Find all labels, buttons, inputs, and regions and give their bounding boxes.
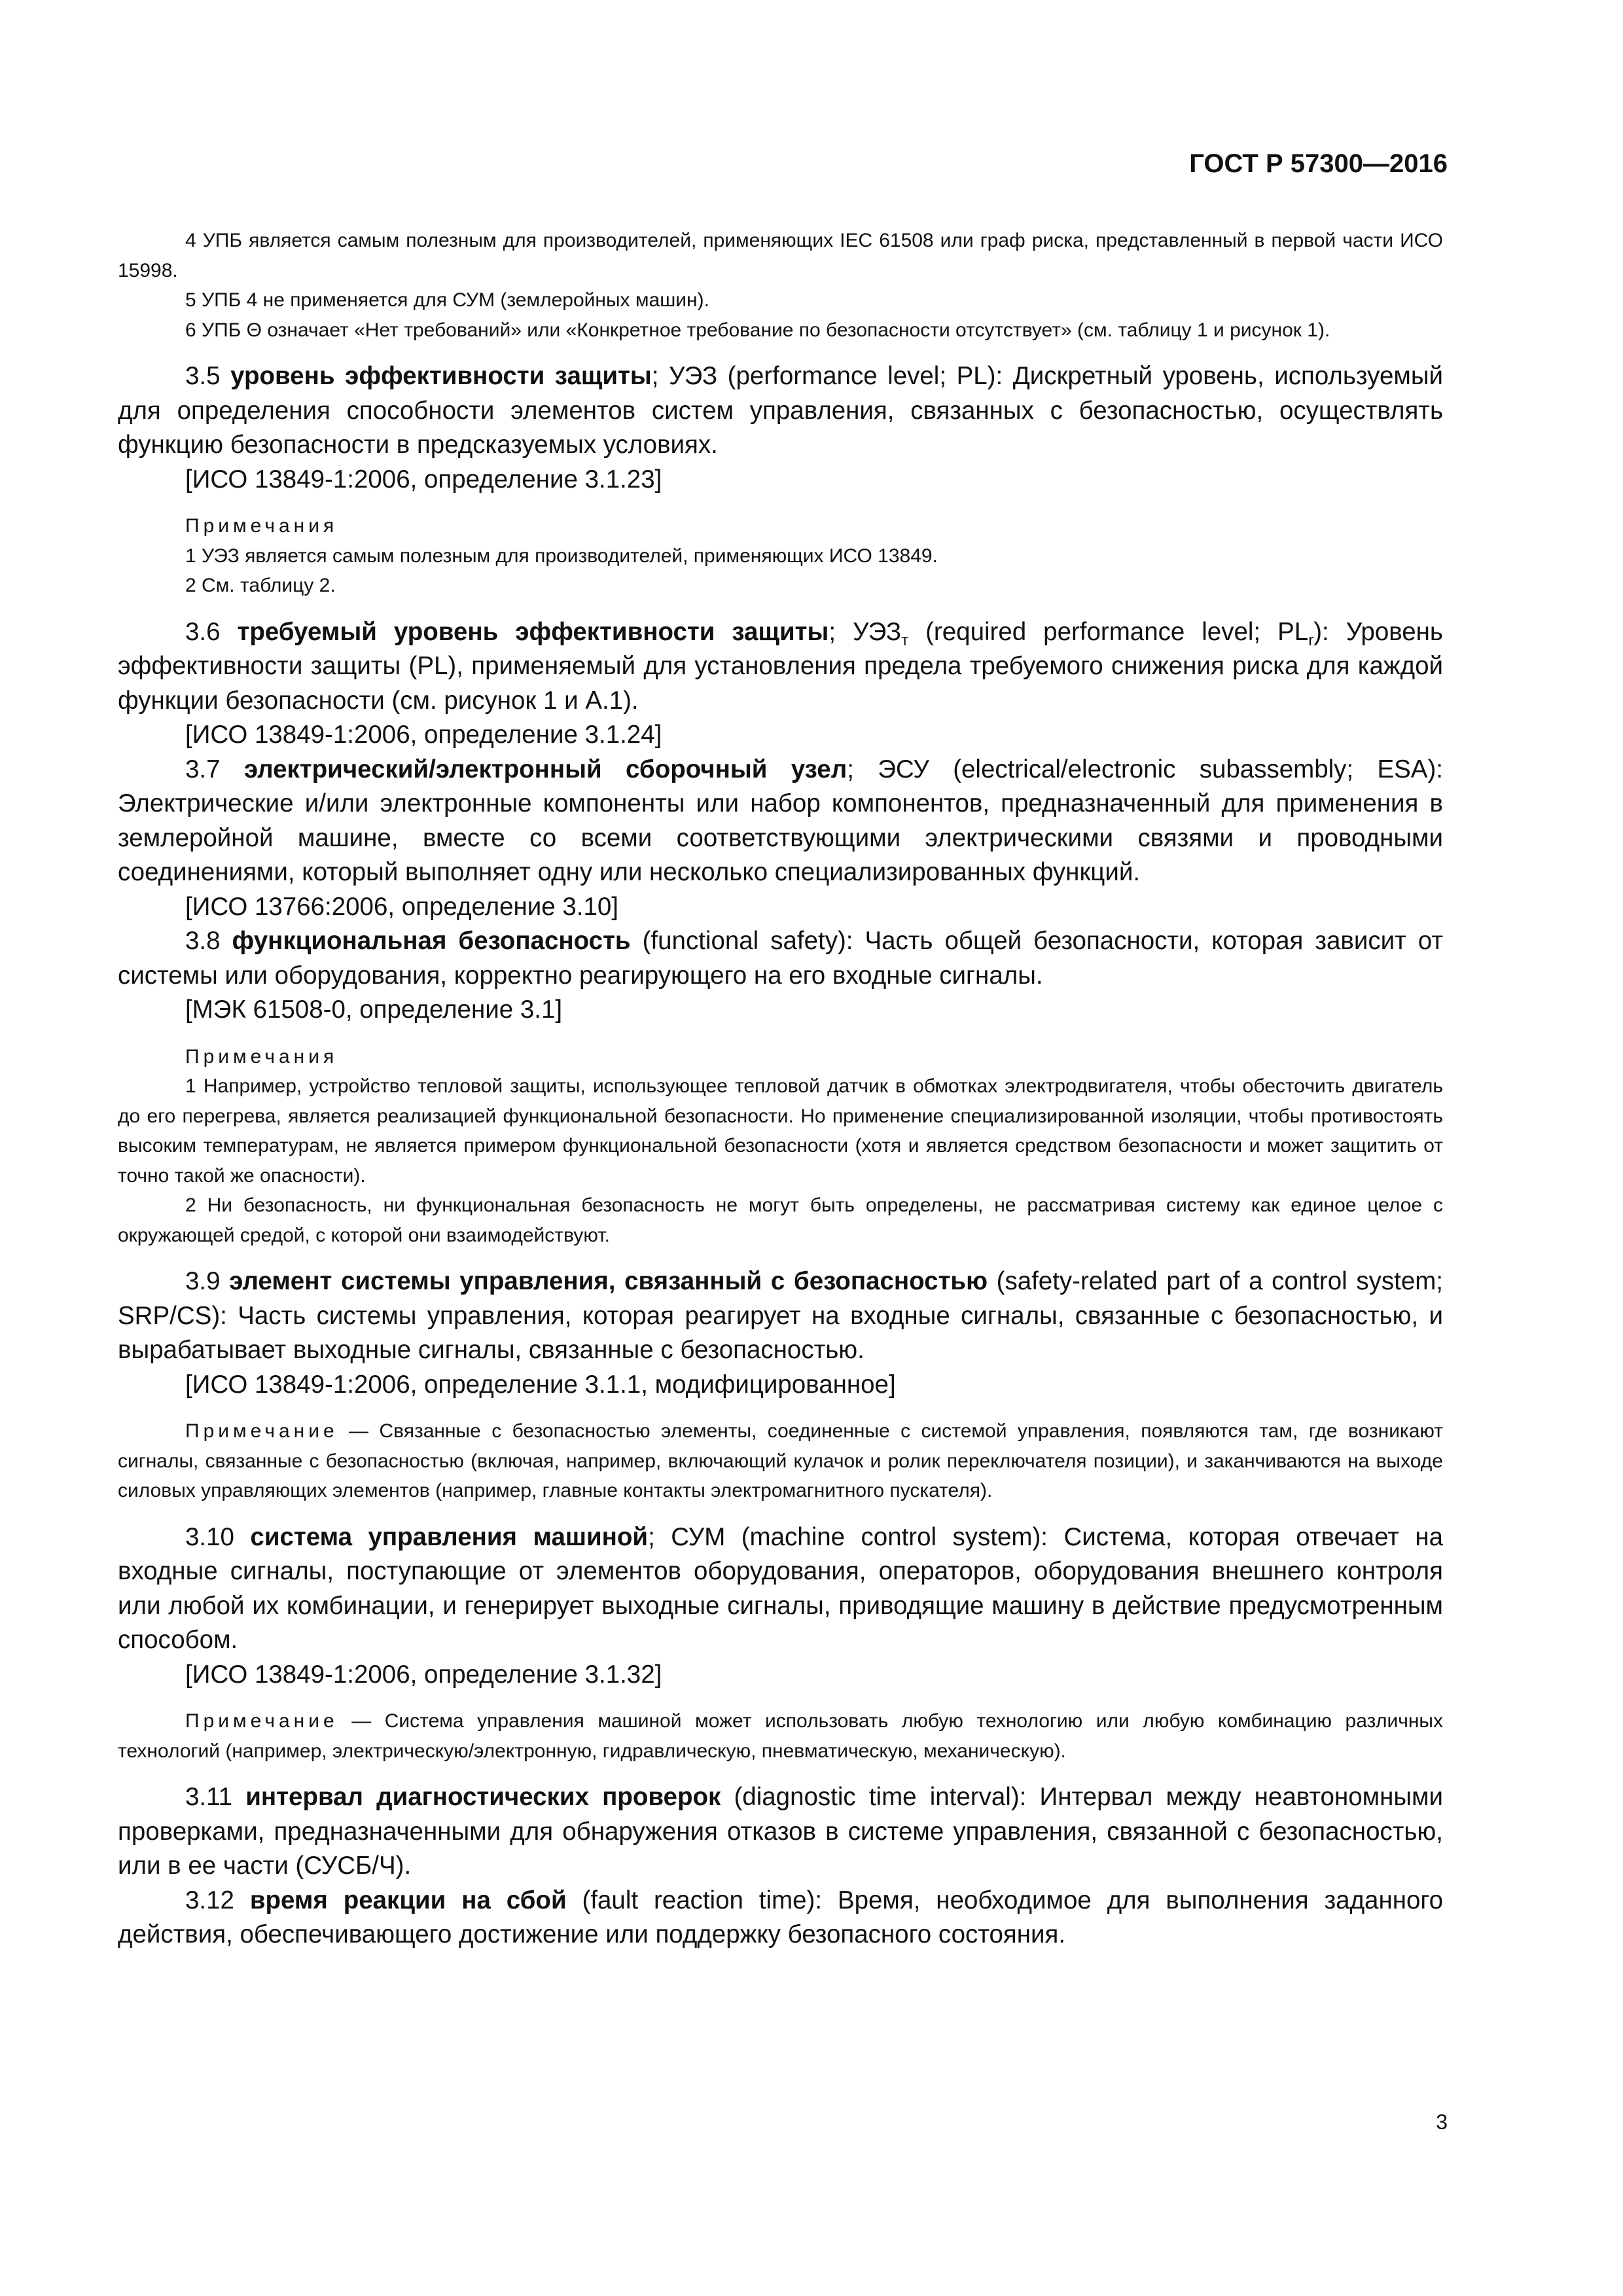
definition-3-6: [118, 615, 1443, 719]
note-text: — Связанные с безопасностью элементы, соединенные с системой управления, появляются там, где возникают сигналы, связанные с безопасностью (включая, например, включающий кулачок и ролик переключателя позиции), и заканчиваются на выходе силовых управляющих элементов (например, главные контакты электромагнитного пускателя).: [118, 1420, 1443, 1501]
page-content: [118, 226, 1443, 1952]
term: система управления машиной: [250, 1522, 649, 1551]
definition-3-8: [118, 924, 1443, 993]
english-term: (required performance level; PL: [908, 617, 1309, 646]
definition-text: (diagnostic time interval): Интервал между неавтономными проверками, предназначенными для обнаружения отказов в системе управления, связанной с безопасностью, или в ее части (СУСБ/Ч).: [118, 1783, 1443, 1880]
section-number: 3.8: [185, 927, 232, 955]
term: интервал диагностических проверок: [245, 1783, 721, 1811]
definition-text: ; ЭСУ (electrical/electronic subassembly; ESA): Электрические и/или электронные компоненты или набор компонентов, предназначенный для применения в землеройной машине, вместе со всеми соответствующими электрическими связями и проводными соединениями, который выполняет одну или несколько специализированных функций.: [118, 755, 1443, 886]
section-number: 3.5: [185, 362, 231, 390]
reference-3-10: [ИСО 13849-1:2006, определение 3.1.32]: [185, 1660, 662, 1689]
term: элемент системы управления, связанный с безопасностью: [229, 1267, 988, 1295]
section-number: 3.10: [185, 1522, 251, 1551]
section-number: 3.11: [185, 1783, 246, 1811]
note-3-5-2: 2 См. таблицу 2.: [185, 575, 336, 596]
term: время реакции на сбой: [249, 1886, 567, 1914]
term: электрический/электронный сборочный узел: [243, 755, 847, 783]
note-heading: Примечание: [185, 1710, 338, 1732]
reference-3-5: [ИСО 13849-1:2006, определение 3.1.23]: [185, 465, 662, 493]
term: требуемый уровень эффективности защиты: [237, 617, 829, 646]
definition-text: ; СУМ (machine control system): Система, которая отвечает на входные сигналы, поступающие от элементов оборудования, операторов, оборудования внешнего контроля или любой их комбинации, и генерирует выходные сигналы, приводящие машину в действие предусмотренным способом.: [118, 1522, 1443, 1654]
definition-3-7: [118, 753, 1443, 890]
reference-3-7: [ИСО 13766:2006, определение 3.10]: [185, 892, 618, 921]
definition-text: (fault reaction time): Время, необходимое для выполнения заданного действия, обеспечивающего достижение или поддержку безопасного состояния.: [118, 1886, 1443, 1948]
section-number: 3.9: [185, 1267, 230, 1295]
abbreviation: ; УЭЗ: [829, 617, 902, 646]
note-3-8-1: 1 Например, устройство тепловой защиты, использующее тепловой датчик в обмотках электродвигателя, чтобы обесточить двигатель до его перегрева, является реализацией функциональной безопасности. Но применение специализированной изоляции, чтобы противостоять высоким температурам, не является примером функциональной безопасности (хотя и является средством безопасности и может защитить от точно такой же опасности).: [118, 1075, 1443, 1187]
note-3-9: [118, 1416, 1443, 1506]
notes-heading-3-5: Примечания: [185, 515, 338, 537]
note-4: 4 УПБ является самым полезным для производителей, применяющих IEC 61508 или граф риска, представленный в первой части ИСО 15998.: [118, 230, 1443, 281]
note-3-10: [118, 1706, 1443, 1766]
note-heading: Примечание: [185, 1420, 338, 1442]
note-3-5-1: 1 УЭЗ является самым полезным для производителей, применяющих ИСО 13849.: [185, 545, 938, 567]
section-number: 3.12: [185, 1886, 250, 1914]
definition-text: ; УЭЗ (performance level; PL): Дискретный уровень, используемый для определения способности элементов систем управления, связанных с безопасностью, осуществлять функцию безопасности в предсказуемых условиях.: [118, 362, 1444, 459]
note-6: 6 УПБ Θ означает «Нет требований» или «Конкретное требование по безопасности отсутствует» (см. таблицу 1 и рисунок 1).: [185, 319, 1330, 341]
definition-text: (functional safety): Часть общей безопасности, которая зависит от системы или оборудования, корректно реагирующего на его входные сигналы.: [118, 927, 1443, 990]
reference-3-9: [ИСО 13849-1:2006, определение 3.1.1, модифицированное]: [185, 1370, 896, 1399]
reference-3-8: [МЭК 61508-0, определение 3.1]: [185, 996, 563, 1024]
notes-heading-3-8: Примечания: [185, 1045, 338, 1067]
subscript: r: [1308, 631, 1314, 649]
term: уровень эффективности защиты: [230, 362, 652, 390]
document-code-header: ГОСТ Р 57300—2016: [1189, 149, 1448, 178]
definition-text: (safety-related part of a control system; SRP/CS): Часть системы управления, которая реагирует на входные сигналы, связанные с безопасностью, и вырабатывает выходные сигналы, связанные с безопасностью.: [118, 1267, 1443, 1364]
subscript: т: [901, 631, 909, 649]
definition-3-9: [118, 1265, 1443, 1368]
definition-3-11: [118, 1780, 1443, 1884]
definition-3-12: [118, 1884, 1443, 1952]
definition-text: ): Уровень эффективности защиты (PL), применяемый для установления предела требуемого снижения риска для каждой функции безопасности (см. рисунок 1 и А.1).: [118, 617, 1443, 715]
note-5: 5 УПБ 4 не применяется для СУМ (землеройных машин).: [185, 289, 709, 311]
note-3-8-2: 2 Ни безопасность, ни функциональная безопасность не могут быть определены, не рассматривая систему как единое целое с окружающей средой, с которой они взаимодействуют.: [118, 1194, 1443, 1246]
definition-3-5: [118, 359, 1443, 463]
section-number: 3.7: [185, 755, 244, 783]
term: функциональная безопасность: [232, 927, 631, 955]
definition-3-10: [118, 1520, 1443, 1658]
reference-3-6: [ИСО 13849-1:2006, определение 3.1.24]: [185, 721, 662, 749]
page-number: 3: [1436, 2110, 1448, 2134]
section-number: 3.6: [185, 617, 238, 646]
note-text: — Система управления машиной может использовать любую технологию или любую комбинацию различных технологий (например, электрическую/электронную, гидравлическую, пневматическую, механическую).: [118, 1710, 1443, 1762]
